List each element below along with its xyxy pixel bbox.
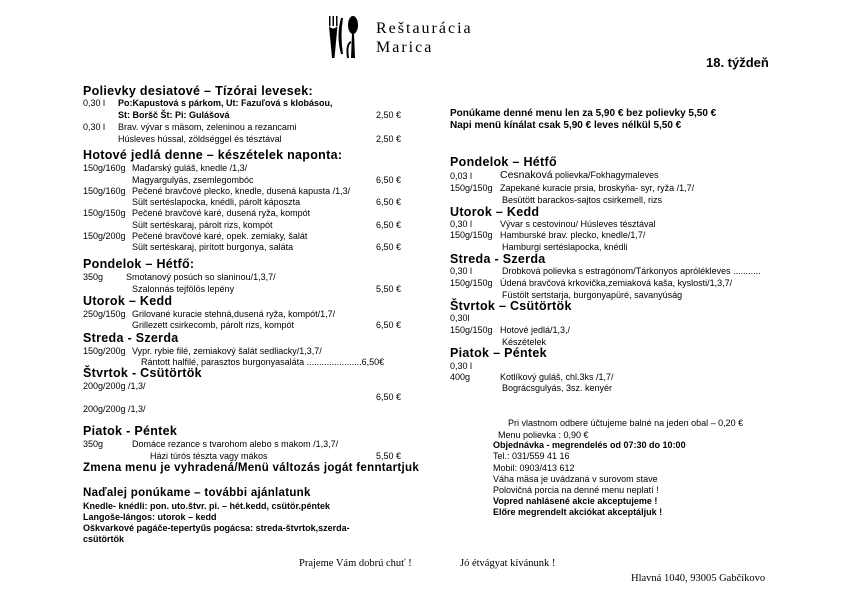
packaging-info: Pri vlastnom odbere účtujeme balné na jeden obal – 0,20 € bbox=[508, 418, 744, 428]
half-portion-note: Polovičná porcia na denné menu neplatí ! bbox=[493, 485, 659, 495]
tuesday-heading: Utorok – Kedd bbox=[83, 294, 173, 308]
menu-intro-sk: Ponúkame denné menu len za 5,90 € bez polievky 5,50 € bbox=[450, 108, 717, 119]
soup1-line2: St: Boršč Št: Pi: Gulášová bbox=[118, 110, 230, 120]
r-thursday-main-line1: Hotové jedlá/1,3,/ bbox=[500, 325, 571, 335]
r-monday-soup-portion: 0,03 l bbox=[450, 171, 473, 181]
r-thursday-soup-portion: 0,30l bbox=[450, 313, 470, 323]
hot1-line1: Maďarský guláš, knedle /1,3/ bbox=[132, 163, 248, 173]
r-thursday-main-line2: Készételek bbox=[502, 337, 547, 347]
r-tuesday-main-line2: Hamburgi sertéslapocka, knédli bbox=[502, 242, 628, 252]
order-hours: Objednávka - megrendelés od 07:30 do 10:00 bbox=[493, 440, 686, 450]
monday-line1: Smotanový posúch so slaninou/1,3,7/ bbox=[126, 272, 276, 282]
r-friday-heading: Piatok – Péntek bbox=[450, 346, 547, 360]
hot2-line2: Sült sertéslapocka, knédli, párolt káposzta bbox=[132, 197, 301, 207]
r-monday-soup-rest: polievka/Fokhagymaleves bbox=[552, 170, 659, 180]
r-tuesday-heading: Utorok – Kedd bbox=[450, 205, 540, 219]
wednesday-line2: Rántott halfilé, parasztos burgonyasaláta ......................6,50€ bbox=[141, 357, 385, 367]
tuesday-line2: Grillezett csirkecomb, párolt rizs, kompót bbox=[132, 320, 295, 330]
soup2-portion: 0,30 l bbox=[83, 122, 106, 132]
r-monday-heading: Pondelok – Hétfő bbox=[450, 155, 557, 169]
r-friday-soup-portion: 0,30 l bbox=[450, 361, 473, 371]
r-wednesday-heading: Streda - Szerda bbox=[450, 252, 546, 266]
r-tuesday-main-portion: 150g/150g bbox=[450, 230, 493, 240]
restaurant-name: Reštaurácia bbox=[376, 20, 473, 37]
menu-soup-price: Menu polievka : 0,90 € bbox=[498, 430, 589, 440]
wish-sk: Prajeme Vám dobrú chuť ! bbox=[299, 558, 412, 569]
week-number: 18. týždeň bbox=[706, 55, 769, 70]
r-friday-main-line1: Kotlíkový guláš, chl.3ks /1,7/ bbox=[500, 372, 614, 382]
r-wednesday-main-portion: 150g/150g bbox=[450, 278, 493, 288]
monday-heading: Pondelok – Hétfő: bbox=[83, 257, 195, 271]
soup1-line1: Po:Kapustová s párkom, Ut: Fazuľová s klobásou, bbox=[118, 98, 333, 108]
phone: Tel.: 031/559 41 16 bbox=[493, 451, 570, 461]
wednesday-line1: Vypr. rybie filé, zemiakový šalát sedliacky/1,3,7/ bbox=[132, 346, 322, 356]
hot2-line1: Pečené bravčové plecko, knedle, dusená kapusta /1,3/ bbox=[132, 186, 351, 196]
r-monday-main-line1: Zapekané kuracie prsia, broskyňa- syr, ryža /1,7/ bbox=[500, 183, 695, 193]
hot1-price: 6,50 € bbox=[376, 175, 402, 185]
r-wednesday-main-line1: Údená bravčová krkovička,zemiaková kaša, kyslosti/1,3,7/ bbox=[500, 278, 733, 288]
soup2-price: 2,50 € bbox=[376, 134, 402, 144]
hot1-portion: 150g/160g bbox=[83, 163, 126, 173]
r-tuesday-main-line1: Hamburské brav. plecko, knedle/1,7/ bbox=[500, 230, 646, 240]
menu-change-notice: Zmena menu je vyhradená/Menü változás jogát fenntartjuk bbox=[83, 462, 420, 474]
r-tuesday-soup: Vývar s cestovinou/ Húsleves tésztával bbox=[500, 219, 656, 229]
promo-note-hu: Előre megrendelt akciókat akceptáljuk ! bbox=[493, 507, 663, 517]
offer-line1: Knedle- knédli: pon. uto.štvr. pi. – hét.kedd, csütör.péntek bbox=[83, 501, 331, 511]
restaurant-name-line2: Marica bbox=[376, 39, 434, 56]
r-monday-soup-name: Cesnaková bbox=[500, 169, 553, 181]
tuesday-line1: Grilované kuracie stehná,dusená ryža, kompót/1,7/ bbox=[132, 309, 336, 319]
soup1-price: 2,50 € bbox=[376, 110, 402, 120]
r-monday-main-portion: 150g/150g bbox=[450, 183, 493, 193]
tuesday-price: 6,50 € bbox=[376, 320, 402, 330]
r-friday-main-portion: 400g bbox=[450, 372, 471, 382]
tuesday-portion: 250g/150g bbox=[83, 309, 126, 319]
r-wednesday-main-line2: Füstölt sertstarja, burgonyapüré, savanyúság bbox=[502, 290, 683, 300]
thursday-heading: Štvrtok - Csütörtök bbox=[83, 366, 202, 380]
offer-line3: Oškvarkové pagáče-tepertyűs pogácsa: streda-štvrtok,szerda- bbox=[83, 523, 350, 533]
hot2-price: 6,50 € bbox=[376, 197, 402, 207]
mobile: Mobil: 0903/413 612 bbox=[493, 463, 575, 473]
friday-price: 5,50 € bbox=[376, 451, 402, 461]
hot4-portion: 150g/200g bbox=[83, 231, 126, 241]
monday-price: 5,50 € bbox=[376, 284, 402, 294]
r-wednesday-soup: Drobková polievka s estragónom/Tárkonyos aprólékleves ........... bbox=[502, 266, 761, 276]
wednesday-heading: Streda - Szerda bbox=[83, 331, 179, 345]
r-tuesday-soup-portion: 0,30 l bbox=[450, 219, 473, 229]
r-friday-main-line2: Bográcsgulyás, 3sz. kenyér bbox=[502, 383, 613, 393]
hot3-price: 6,50 € bbox=[376, 220, 402, 230]
offer-line4: csütörtök bbox=[83, 534, 125, 544]
thursday-line2: 200g/200g /1,3/ bbox=[83, 404, 146, 414]
offer-line2: Langoše-lángos: utorok – kedd bbox=[83, 512, 217, 522]
wish-hu: Jó étvágyat kívánunk ! bbox=[460, 558, 556, 569]
friday-line1: Domáce rezance s tvarohom alebo s makom /1,3,7/ bbox=[132, 439, 339, 449]
offer-heading: Naďalej ponúkame – további ajánlatunk bbox=[83, 487, 311, 499]
hot1-line2: Magyargulyás, zsemlegombóc bbox=[132, 175, 254, 185]
hot3-line1: Pečené bravčové karé, dusená ryža, kompót bbox=[132, 208, 311, 218]
soup2-line1: Brav. vývar s mäsom, zeleninou a rezancami bbox=[118, 122, 297, 132]
monday-line2: Szalonnás tejfölös lepény bbox=[132, 284, 235, 294]
cutlery-logo-icon bbox=[326, 14, 366, 60]
menu-intro-hu: Napi menü kínálat csak 5,90 € leves nélkül 5,50 € bbox=[450, 120, 682, 131]
hot-meals-heading: Hotové jedlá denne – készételek naponta: bbox=[83, 148, 343, 162]
hot4-price: 6,50 € bbox=[376, 242, 402, 252]
r-thursday-main-portion: 150g/150g bbox=[450, 325, 493, 335]
r-thursday-heading: Štvrtok – Csütörtök bbox=[450, 299, 572, 313]
soup2-line2: Húsleves hússal, zöldséggel és tésztával bbox=[118, 134, 282, 144]
r-wednesday-soup-portion: 0,30 l bbox=[450, 266, 473, 276]
address: Hlavná 1040, 93005 Gabčíkovo bbox=[631, 573, 766, 584]
hot4-line2: Sült sertéskaraj, pirított burgonya, saláta bbox=[132, 242, 294, 252]
friday-portion: 350g bbox=[83, 439, 104, 449]
thursday-line1: 200g/200g /1,3/ bbox=[83, 381, 146, 391]
r-monday-main-line2: Besütött barackos-sajtos csirkemell, rizs bbox=[502, 195, 663, 205]
thursday-price: 6,50 € bbox=[376, 392, 402, 402]
hot3-line2: Sült sertéskaraj, párolt rizs, kompót bbox=[132, 220, 273, 230]
friday-line2: Házi túrós tészta vagy mákos bbox=[150, 451, 268, 461]
friday-heading: Piatok - Péntek bbox=[83, 424, 178, 438]
monday-portion: 350g bbox=[83, 272, 104, 282]
soup1-portion: 0,30 l bbox=[83, 98, 106, 108]
wednesday-portion: 150g/200g bbox=[83, 346, 126, 356]
hot2-portion: 150g/160g bbox=[83, 186, 126, 196]
weight-note: Váha mäsa je uvádzaná v surovom stave bbox=[493, 474, 658, 484]
hot3-portion: 150g/150g bbox=[83, 208, 126, 218]
hot4-line1: Pečené bravčové karé, opek. zemiaky, šalát bbox=[132, 231, 308, 241]
soups-heading: Polievky desiatové – Tízórai levesek: bbox=[83, 84, 313, 98]
promo-note-sk: Vopred nahlásené akcie akceptujeme ! bbox=[493, 496, 658, 506]
